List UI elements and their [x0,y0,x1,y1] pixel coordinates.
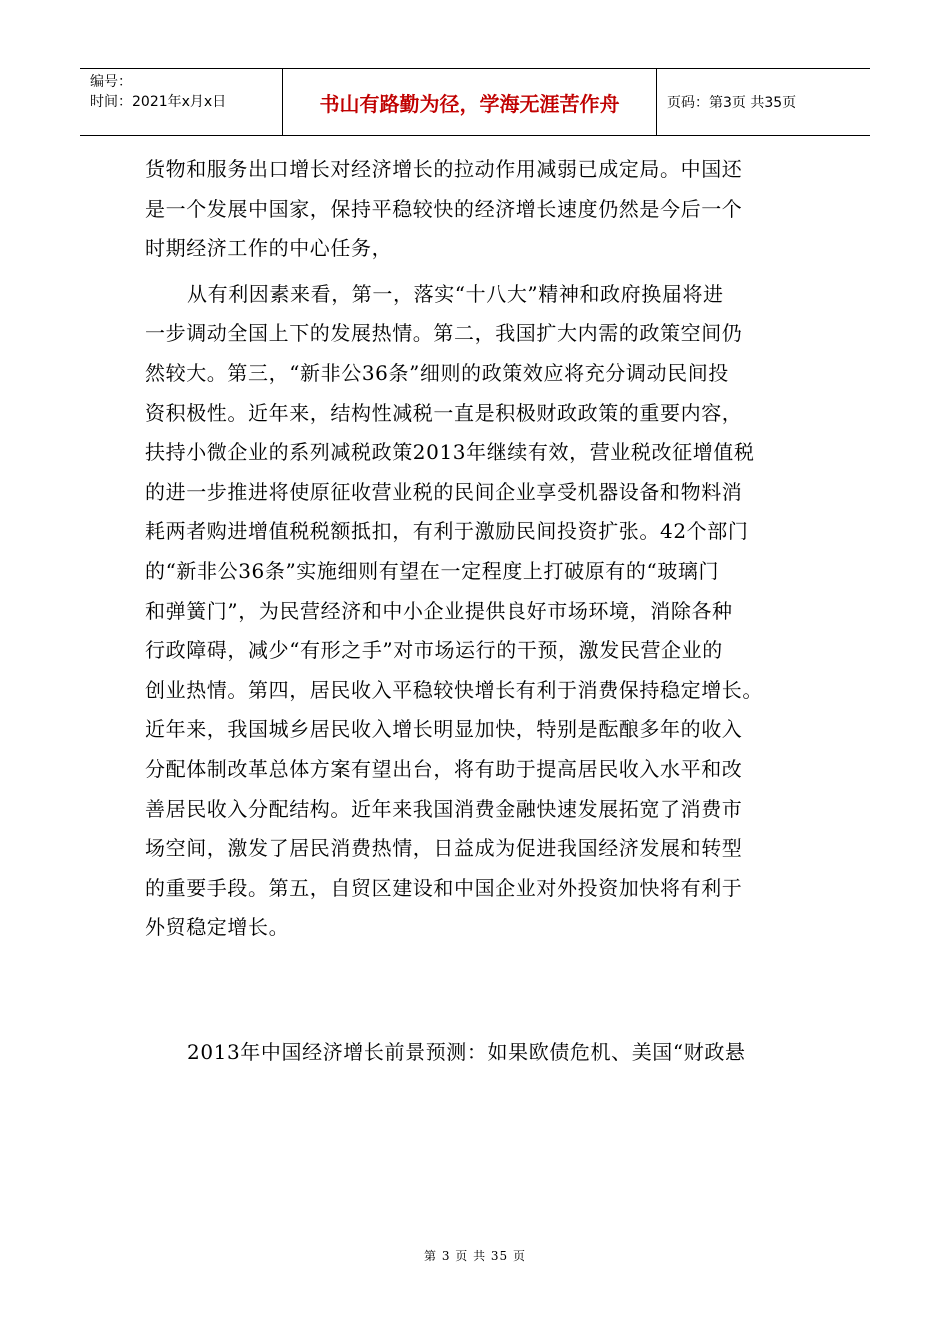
text-line: 一步调动全国上下的发展热情。第二，我国扩大内需的政策空间仍 [145,321,743,346]
text-line: 行政障碍，减少“有形之手”对市场运行的干预，激发民营企业的 [145,638,723,663]
text-line: 的进一步推进将使原征收营业税的民间企业享受机器设备和物料消 [145,479,743,504]
text-line: 货物和服务出口增长对经济增长的拉动作用减弱已成定局。中国还 [145,157,743,181]
text-line: 分配体制改革总体方案有望出台，将有助于提高居民收入水平和改 [145,756,743,781]
time-label: 时间：2021年x月x日 [90,94,227,110]
paragraph [145,150,815,269]
text-line: 然较大。第三，“新非公36条”细则的政策效应将充分调动民间投 [145,360,729,385]
text-line: 2013年中国经济增长前景预测：如果欧债危机、美国“财政悬 [187,1040,746,1065]
text-line: 和弹簧门”，为民营经济和中小企业提供良好市场环境，消除各种 [145,598,733,623]
text-line: 的“新非公36条”实施细则有望在一定程度上打破原有的“玻璃门 [145,558,720,583]
text-line: 善居民收入分配结构。近年来我国消费金融快速发展拓宽了消费市 [145,796,743,821]
page-header [80,68,870,136]
text-line: 从有利因素来看，第一，落实“十八大”精神和政府换届将进 [187,281,724,306]
document-body [145,150,815,1073]
header-meta [80,69,283,135]
header-page-info: 页码：第3页 共35页 [667,95,797,111]
text-line: 创业热情。第四，居民收入平稳较快增长有利于消费保持稳定增长。 [145,677,763,702]
text-line: 是一个发展中国家，保持平稳较快的经济增长速度仍然是今后一个 [145,196,743,221]
paragraph [145,1033,815,1073]
header-motto: 书山有路勤为径，学海无涯苦作舟 [283,69,657,135]
text-line: 的重要手段。第五，自贸区建设和中国企业对外投资加快将有利于 [145,875,743,900]
text-line: 耗两者购进增值税税额抵扣，有利于激励民间投资扩张。42个部门 [145,519,749,544]
text-line: 外贸稳定增长。 [145,915,290,940]
text-line [145,987,815,1027]
page-footer: 第 3 页 共 35 页 [424,1249,526,1263]
text-line: 资积极性。近年来，结构性减税一直是积极财政政策的重要内容， [145,400,743,425]
text-line: 时期经济工作的中心任务， [145,236,393,261]
text-line: 场空间，激发了居民消费热情，日益成为促进我国经济发展和转型 [145,836,743,861]
number-label: 编号： [90,74,132,90]
text-line: 近年来，我国城乡居民收入增长明显加快，特别是酝酿多年的收入 [145,717,743,742]
paragraph [145,275,815,1027]
text-line [145,948,815,988]
text-line: 扶持小微企业的系列减税政策2013年继续有效，营业税改征增值税 [145,440,755,465]
